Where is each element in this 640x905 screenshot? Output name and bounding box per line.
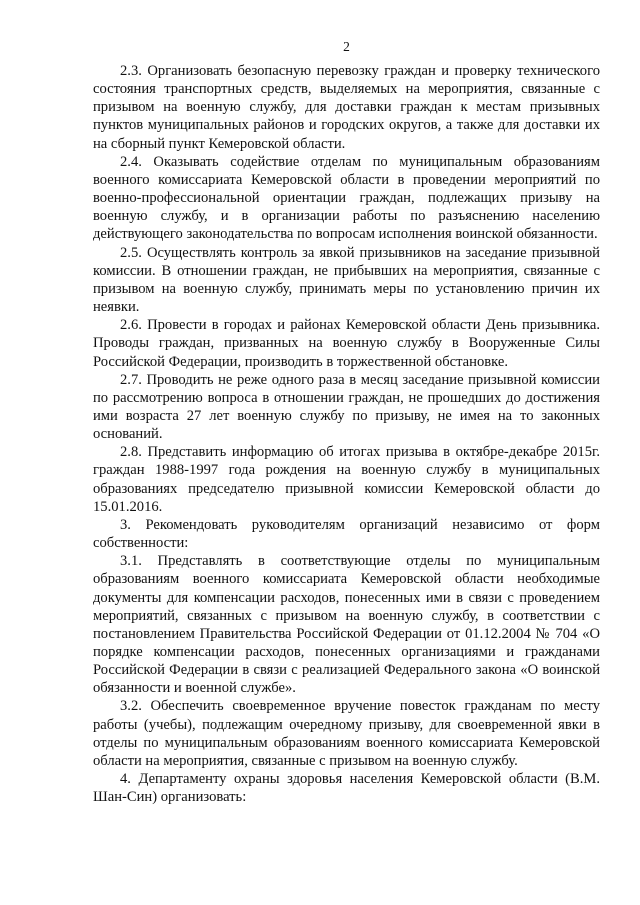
paragraph-2-7: 2.7. Проводить не реже одного раза в месяц заседание призывной комиссии по рассмотрению вопроса в отношении граждан, не прошедших до достижения ими возраста 27 лет военную службу по призыву, не имея на то законных оснований. bbox=[93, 371, 600, 443]
document-body bbox=[93, 62, 600, 806]
paragraph-2-6: 2.6. Провести в городах и районах Кемеровской области День призывника. Проводы граждан, призванных на военную службу в Вооруженные Силы Российской Федерации, производить в торжественной обстановке. bbox=[93, 317, 600, 370]
paragraph-3-2: 3.2. Обеспечить своевременное вручение повесток гражданам по месту работы (учебы), подлежащим очередному призыву, для своевременной явки в отделы по муниципальным образованиям военного комиссариата Кемеровской области на мероприятия, связанные с призывом на военную службу. bbox=[93, 698, 600, 769]
paragraph-2-3: 2.3. Организовать безопасную перевозку граждан и проверку технического состояния транспортных средств, выделяемых на мероприятия, связанные с призывом на военную службу, для доставки граждан к местам призывных пунктов муниципальных районов и городских округов, а также для доставки их на сборный пункт Кемеровской области. bbox=[93, 63, 600, 152]
page-number: 2 bbox=[343, 39, 350, 54]
paragraph-2-4: 2.4. Оказывать содействие отделам по муниципальным образованиям военного комиссариата Кемеровской области в проведении мероприятий по военно-профессиональной ориентации граждан, подлежащих призыву на военную службу, и в организации работы по разъяснению населению действующего законодательства по вопросам исполнения воинской обязанности. bbox=[93, 153, 600, 243]
paragraph-4: 4. Департаменту охраны здоровья населения Кемеровской области (В.М. Шан-Син) организовать: bbox=[93, 771, 600, 806]
paragraph-3: 3. Рекомендовать руководителям организаций независимо от форм собственности: bbox=[93, 516, 600, 552]
paragraph-2-5: 2.5. Осуществлять контроль за явкой призывников на заседание призывной комиссии. В отношении граждан, не прибывших на мероприятия, связанные с призывом на военную службу, принимать меры по установлению причин их неявки. bbox=[93, 244, 600, 316]
paragraph-3-1: 3.1. Представлять в соответствующие отделы по муниципальным образованиям военного комиссариата Кемеровской области необходимые документы для компенсации расходов, понесенных ими в связи с проведением мероприятий, связанных с призывом на военную службу, в соответствии с постановлением Правительства Российской Федерации от 01.12.2004 № 704 «О порядке компенсации расходов, понесенных организациями и гражданами Российской Федерации в связи с реализацией Федерального закона «О воинской обязанности и военной службе». bbox=[93, 553, 600, 697]
paragraph-2-8: 2.8. Представить информацию об итогах призыва в октябре-декабре 2015г. граждан 1988-1997 года рождения на военную службу в муниципальных образованиях председателю призывной комиссии Кемеровской области до 15.01.2016. bbox=[93, 444, 600, 515]
